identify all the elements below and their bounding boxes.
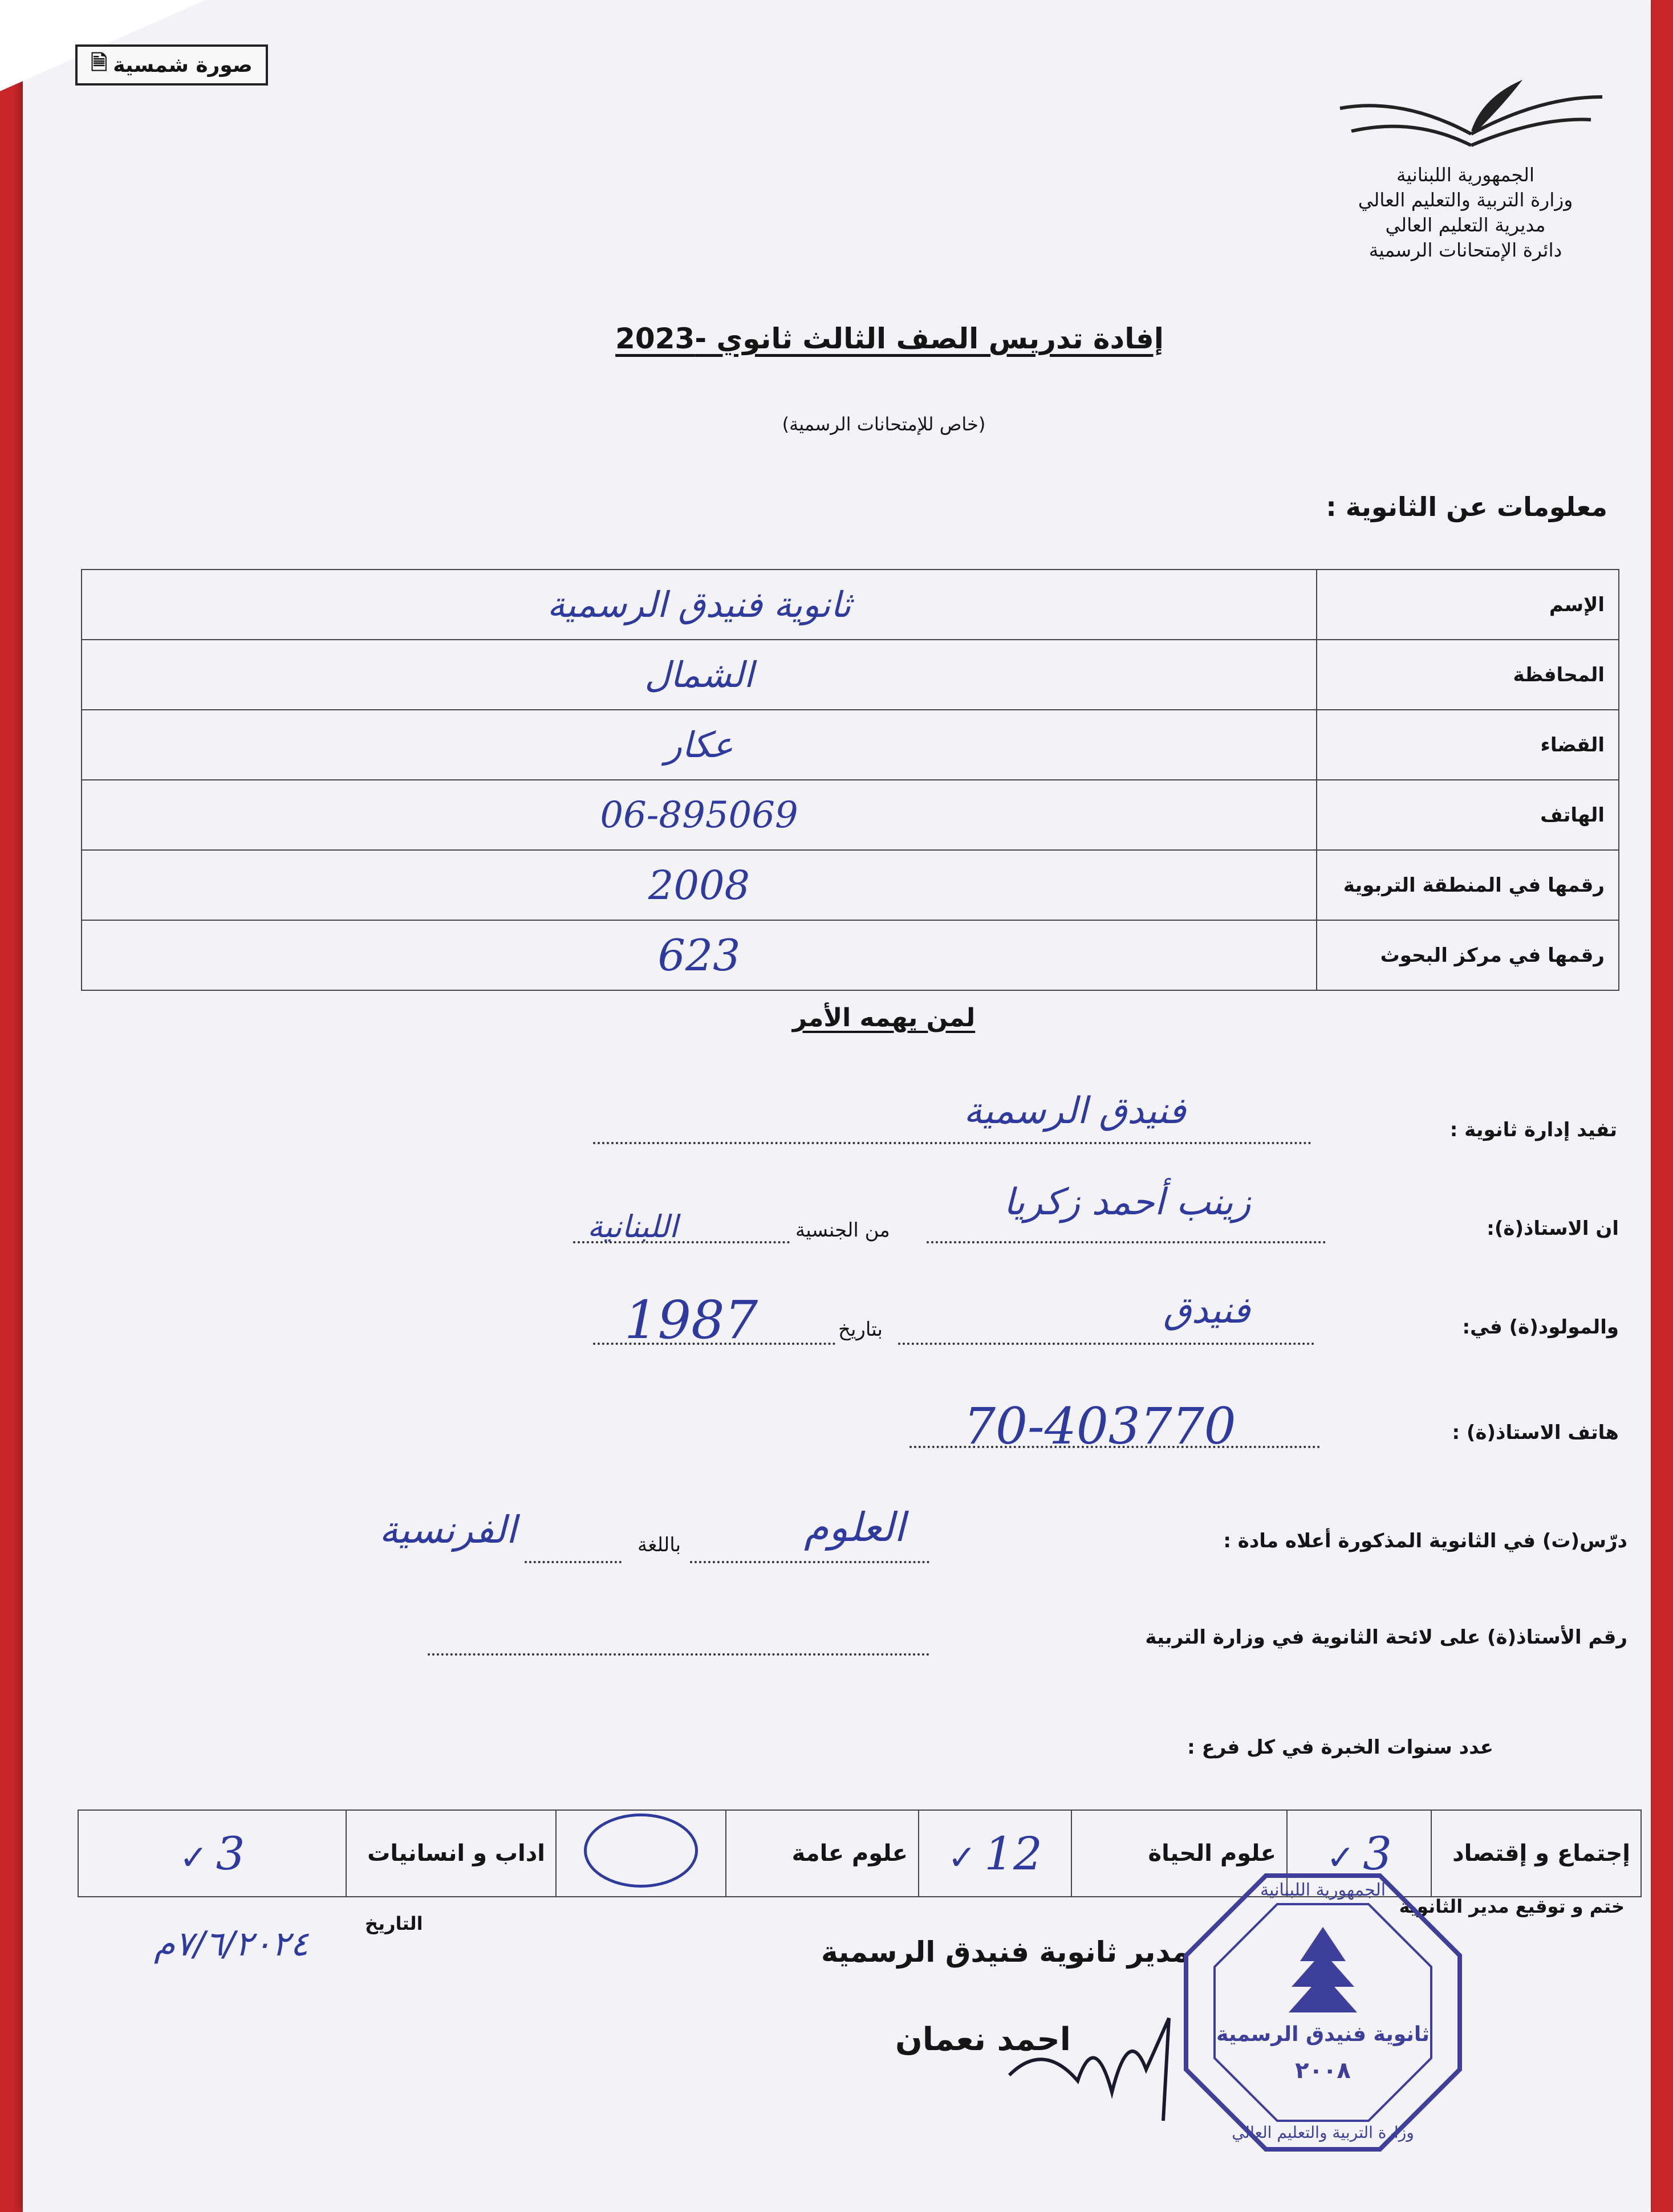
table-row xyxy=(82,710,1619,780)
branch-label: اداب و انسانيات xyxy=(346,1810,556,1897)
official-seal xyxy=(1175,1864,1471,2161)
school-info-table xyxy=(81,569,1619,991)
branch-label: علوم الحياة xyxy=(1071,1810,1287,1897)
branch-years: 3 xyxy=(1363,1827,1392,1880)
director-name: احمد نعمان xyxy=(895,2021,1071,2058)
born-label: والمولود(ة) في: xyxy=(1462,1316,1619,1339)
stamp-signature-label: ختم و توقيع مدير الثانوية xyxy=(1399,1896,1625,1917)
check-mark-icon: ✓ xyxy=(947,1837,977,1878)
date-footer-value: ٧/٦/٢٠٢٤م xyxy=(154,1924,308,1964)
language-label: باللغة xyxy=(637,1534,681,1556)
teacher-dotted-line xyxy=(927,1241,1326,1243)
branch-label: علوم عامة xyxy=(726,1810,919,1897)
seal-ministry-text: وزارة التربية والتعليم العالي xyxy=(1232,2123,1414,2142)
signature-stroke xyxy=(1009,2018,1169,2121)
register-number-dotted-line xyxy=(428,1653,929,1656)
table-row xyxy=(82,570,1619,640)
nationality-value: اللبنانية xyxy=(587,1209,678,1245)
row-label: رقمها في المنطقة التربوية xyxy=(1317,850,1619,920)
row-label: القضاء xyxy=(1317,710,1619,780)
branch-years: 12 xyxy=(984,1827,1042,1880)
table-row xyxy=(82,780,1619,850)
teacher-label: ان الاستاذ(ة): xyxy=(1487,1217,1619,1240)
republic-line: الجمهورية اللبنانية xyxy=(1396,164,1535,186)
row-label: رقمها في مركز البحوث xyxy=(1317,920,1619,990)
born-dotted-line xyxy=(898,1343,1314,1345)
row-value: 06-895069 xyxy=(82,780,1317,850)
experience-label: عدد سنوات الخبرة في كل فرع : xyxy=(1187,1736,1493,1759)
photo-label: صورة شمسية xyxy=(113,53,253,77)
seal-top-text: الجمهورية اللبنانية xyxy=(1260,1880,1386,1900)
circle-mark-icon xyxy=(584,1813,698,1888)
page-subtitle: (خاص للإمتحانات الرسمية) xyxy=(782,413,986,435)
row-label: المحافظة xyxy=(1317,640,1619,710)
branch-years-cell xyxy=(78,1810,346,1897)
photo-label-box xyxy=(75,44,268,86)
date-footer-label: التاريخ xyxy=(365,1913,423,1934)
branch-years-cell xyxy=(919,1810,1071,1897)
ministry-line: وزارة التربية والتعليم العالي xyxy=(1358,189,1573,211)
date-label: بتاريخ xyxy=(838,1318,883,1341)
teacher-phone-value: 70-403770 xyxy=(964,1397,1236,1455)
row-value: 2008 xyxy=(82,850,1317,920)
seal-school-text: ثانوية فنيدق الرسمية xyxy=(1216,2023,1430,2046)
row-value: ثانوية فنيدق الرسمية xyxy=(82,570,1317,640)
born-value: فنيدق xyxy=(1163,1290,1250,1332)
ministry-header-text xyxy=(1311,162,1619,263)
directorate-line: مديرية التعليم العالي xyxy=(1385,214,1546,236)
row-value: الشمال xyxy=(82,640,1317,710)
school-admin-label: تفيد إدارة ثانوية : xyxy=(1449,1119,1617,1141)
table-row xyxy=(82,920,1619,990)
document-icon: 🗎 xyxy=(91,51,108,75)
table-row xyxy=(82,640,1619,710)
row-label: الإسم xyxy=(1317,570,1619,640)
school-admin-value: فنيدق الرسمية xyxy=(964,1090,1186,1132)
page-title: إفادة تدريس الصف الثالث ثانوي -2023 xyxy=(615,322,1164,355)
row-label: الهاتف xyxy=(1317,780,1619,850)
to-whom-heading: لمن يهمه الأمر xyxy=(792,1003,976,1032)
date-value: 1987 xyxy=(624,1290,758,1351)
department-line: دائرة الإمتحانات الرسمية xyxy=(1369,239,1562,261)
branch-years: 3 xyxy=(216,1827,245,1880)
check-mark-icon: ✓ xyxy=(1326,1837,1355,1878)
taught-subject-label: درّس(ت) في الثانوية المذكورة أعلاه مادة : xyxy=(1223,1530,1627,1552)
ministry-logo xyxy=(1334,74,1608,160)
director-title: مدير ثانوية فنيدق الرسمية xyxy=(821,1936,1190,1969)
school-info-heading: معلومات عن الثانوية : xyxy=(1326,491,1607,522)
check-mark-icon: ✓ xyxy=(179,1837,208,1878)
feather-quill xyxy=(1471,80,1522,131)
row-value: عكار xyxy=(82,710,1317,780)
language-dotted-line xyxy=(525,1561,622,1563)
register-number-label: رقم الأستاذ(ة) على لائحة الثانوية في وزارة التربية xyxy=(1145,1626,1627,1649)
teacher-phone-label: هاتف الاستاذ(ة) : xyxy=(1452,1421,1619,1444)
subject-value: العلوم xyxy=(804,1504,905,1551)
subject-dotted-line xyxy=(690,1561,929,1563)
cedar-tree-icon xyxy=(1289,1927,1357,2012)
school-admin-dotted-line xyxy=(593,1142,1311,1144)
branch-label: إجتماع و إقتصاد xyxy=(1431,1810,1641,1897)
row-value: 623 xyxy=(82,920,1317,990)
seal-year-text: ٢٠٠٨ xyxy=(1295,2058,1351,2084)
book-left-line-2 xyxy=(1351,127,1471,145)
language-value: الفرنسية xyxy=(379,1508,517,1552)
nationality-label: من الجنسية xyxy=(795,1219,890,1242)
table-row xyxy=(82,850,1619,920)
branch-years-cell xyxy=(556,1810,726,1897)
teacher-value: زينب أحمد زكريا xyxy=(1004,1181,1251,1223)
